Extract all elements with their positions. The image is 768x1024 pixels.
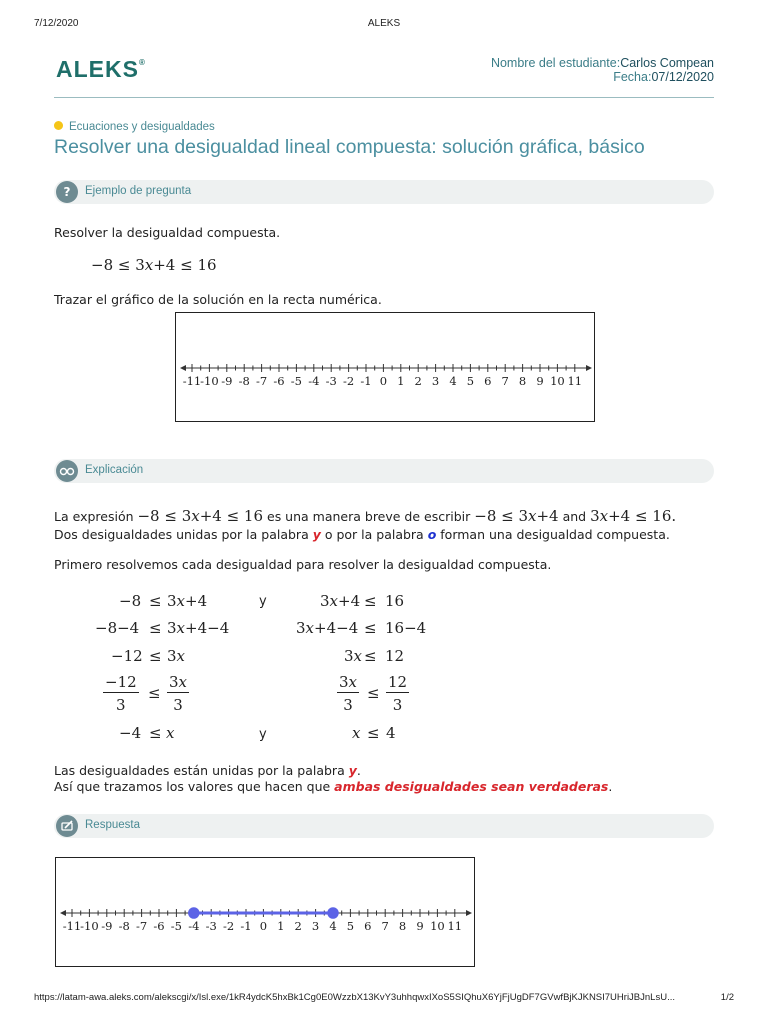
exp2-text-a: Dos desigualdades unidas por la palabra bbox=[54, 527, 313, 542]
exp1-math1v: x bbox=[191, 507, 200, 525]
exp1-math1b: +4 ≤ 16 bbox=[199, 507, 264, 525]
explanation-section-label: Explicación bbox=[85, 464, 144, 476]
question-nl-tick-label: 3 bbox=[431, 374, 440, 388]
question-nl-tick-label: -11 bbox=[182, 374, 202, 388]
exp2-word-o: o bbox=[427, 527, 437, 542]
question-number-line[interactable] bbox=[176, 313, 596, 423]
question-nl-tick-label: 7 bbox=[501, 374, 509, 388]
r4-right-left-fraction: $\frac{3x}{3}$ bbox=[339, 673, 358, 714]
question-number-line-box[interactable] bbox=[175, 312, 595, 422]
r5-right-rhs: 4 bbox=[386, 724, 396, 742]
answer-number-line-box bbox=[55, 857, 475, 967]
r2-right-rel: ≤ bbox=[364, 619, 377, 637]
r1-left-rel: ≤ bbox=[149, 592, 162, 610]
question-nl-tick-label: 9 bbox=[536, 374, 544, 388]
r4-right-rel: ≤ bbox=[367, 684, 380, 702]
answer-nl-tick-label: -11 bbox=[62, 919, 82, 933]
question-nl-right-arrow-icon bbox=[586, 365, 592, 371]
explanation-line-4 bbox=[54, 763, 361, 778]
answer-nl-tick-label: -6 bbox=[153, 919, 165, 933]
header-divider bbox=[54, 97, 714, 98]
ineq-part-b: +4 ≤ 16 bbox=[153, 256, 217, 274]
r1-left-lhs: −8 bbox=[119, 592, 142, 610]
student-date-row bbox=[491, 70, 714, 84]
exp2-word-y: y bbox=[312, 527, 321, 542]
question-nl-tick-label: -2 bbox=[342, 374, 355, 388]
answer-number-line bbox=[56, 858, 476, 968]
question-prompt: Resolver la desigualdad compuesta. bbox=[54, 225, 281, 240]
r4-left-right-fraction: $\frac{3x}{3}$ bbox=[169, 673, 188, 714]
r3-right-lhs: 3x bbox=[344, 647, 363, 665]
question-icon: ? bbox=[56, 181, 78, 203]
exp1-math2v: x bbox=[528, 507, 537, 525]
question-nl-tick-label: 1 bbox=[397, 374, 405, 388]
r4-left-rel: ≤ bbox=[148, 684, 161, 702]
answer-nl-tick-label: 1 bbox=[277, 919, 285, 933]
answer-nl-tick-label: 11 bbox=[447, 919, 463, 933]
r3-right-rel: ≤ bbox=[364, 647, 377, 665]
question-nl-tick-label: 6 bbox=[484, 374, 492, 388]
question-section-label: Ejemplo de pregunta bbox=[85, 185, 192, 197]
r1-left-rhs: 3x+4 bbox=[167, 592, 208, 610]
answer-nl-tick-label: -3 bbox=[205, 919, 217, 933]
r2-right-lhs: 3x+4−4 bbox=[296, 619, 359, 637]
question-inequality bbox=[91, 256, 217, 274]
print-title: ALEKS bbox=[367, 18, 401, 29]
question-nl-tick-label: -7 bbox=[255, 374, 268, 388]
question-nl-tick-label: -8 bbox=[238, 374, 250, 388]
r3-left-lhs: −12 bbox=[111, 647, 143, 665]
exp4-text-b: . bbox=[356, 763, 361, 778]
question-nl-tick-label: 10 bbox=[550, 374, 565, 388]
student-date-label: Fecha: bbox=[613, 70, 652, 84]
question-nl-tick-label: 0 bbox=[379, 374, 388, 388]
answer-nl-tick-label: -7 bbox=[135, 919, 148, 933]
exp5-text-b: . bbox=[608, 779, 613, 794]
answer-nl-tick-label: 3 bbox=[311, 919, 320, 933]
r1-right-rhs: 16 bbox=[385, 592, 405, 610]
answer-nl-tick-label: 6 bbox=[364, 919, 372, 933]
explanation-line-2 bbox=[54, 527, 670, 542]
r5-right-rel: ≤ bbox=[367, 724, 380, 742]
ineq-part-a: −8 ≤ 3 bbox=[91, 256, 145, 274]
question-nl-tick-label: -1 bbox=[360, 374, 372, 388]
exp2-text-b: o por la palabra bbox=[320, 527, 428, 542]
pencil-icon bbox=[56, 815, 78, 837]
print-date: 7/12/2020 bbox=[34, 18, 79, 29]
student-name-label: Nombre del estudiante: bbox=[490, 56, 621, 70]
explanation-line-5 bbox=[54, 779, 612, 794]
answer-nl-tick-label: 2 bbox=[294, 919, 302, 933]
print-header bbox=[34, 18, 734, 32]
footer-url: https://latam-awa.aleks.com/alekscgi/x/Isl.exe/1kR4ydcK5hxBk1Cg0E0WzzbX13KvY3uhhqwxIXoS5SIQhuX6YjFjUgDF7GVwfBjKJKNSI7UHriJBJnLsU... bbox=[34, 992, 675, 1003]
r3-left-rel: ≤ bbox=[149, 647, 162, 665]
question-nl-tick-label: -6 bbox=[273, 374, 285, 388]
exp1-math3a: 3 bbox=[590, 507, 600, 525]
answer-nl-tick-label: -9 bbox=[101, 919, 113, 933]
question-nl-tick-label: 8 bbox=[518, 374, 527, 388]
r4-left-left-fraction: $\frac{-12}{3}$ bbox=[105, 673, 137, 714]
r1-right-rel: ≤ bbox=[364, 592, 377, 610]
topic-label: Ecuaciones y desigualdades bbox=[69, 121, 215, 133]
registered-mark: ® bbox=[138, 58, 146, 67]
answer-nl-left-arrow-icon bbox=[60, 910, 66, 916]
ineq-var: x bbox=[144, 256, 154, 274]
answer-nl-tick-label: -4 bbox=[188, 919, 200, 933]
r5-right-lhs: x bbox=[352, 724, 361, 742]
answer-section-header bbox=[54, 814, 714, 838]
answer-nl-tick-label: -8 bbox=[118, 919, 130, 933]
r4-right-right-fraction: $\frac{12}{3}$ bbox=[388, 673, 408, 714]
student-info bbox=[491, 56, 714, 84]
answer-nl-tick-label: 10 bbox=[430, 919, 445, 933]
answer-nl-start-point bbox=[189, 908, 199, 918]
answer-section-label: Respuesta bbox=[85, 819, 140, 831]
exp1-text-a: La expresión bbox=[54, 509, 138, 524]
exp5-emphasis: ambas desigualdades sean verdaderas bbox=[334, 779, 609, 794]
answer-nl-tick-label: -2 bbox=[222, 919, 235, 933]
question-instruction: Trazar el gráfico de la solución en la recta numérica. bbox=[54, 292, 382, 307]
explanation-section-header bbox=[54, 459, 714, 483]
r1-conjunction: y bbox=[259, 594, 267, 609]
r1-right-lhs: 3x+4 bbox=[320, 592, 361, 610]
question-nl-tick-label: 5 bbox=[466, 374, 475, 388]
question-nl-tick-label: 11 bbox=[567, 374, 583, 388]
exp1-math1a: −8 ≤ 3 bbox=[137, 507, 192, 525]
answer-nl-tick-label: 0 bbox=[259, 919, 268, 933]
explanation-line-3: Primero resolvemos cada desigualdad para resolver la desigualdad compuesta. bbox=[54, 557, 552, 572]
exp4-text-a: Las desigualdades están unidas por la palabra bbox=[54, 763, 349, 778]
question-section-header bbox=[54, 180, 714, 204]
logo-text: ALEKS bbox=[56, 56, 139, 82]
answer-nl-tick-label: -5 bbox=[170, 919, 183, 933]
answer-nl-tick-label: 7 bbox=[381, 919, 389, 933]
answer-nl-tick-label: 5 bbox=[346, 919, 355, 933]
aleks-logo bbox=[56, 56, 146, 83]
r2-left-rhs: 3x+4−4 bbox=[167, 619, 230, 637]
r5-left-rhs: x bbox=[166, 724, 175, 742]
topic-dot-icon bbox=[54, 121, 63, 130]
exp1-text-b: es una manera breve de escribir bbox=[263, 509, 475, 524]
r5-left-lhs: −4 bbox=[119, 724, 142, 742]
student-name: Carlos Compean bbox=[620, 56, 714, 70]
question-nl-tick-label: -9 bbox=[221, 374, 233, 388]
answer-nl-end-point bbox=[328, 908, 338, 918]
question-nl-tick-label: 4 bbox=[449, 374, 457, 388]
print-footer bbox=[34, 992, 734, 1006]
question-nl-tick-label: -4 bbox=[308, 374, 320, 388]
answer-nl-tick-label: 9 bbox=[416, 919, 424, 933]
r5-left-rel: ≤ bbox=[149, 724, 162, 742]
answer-nl-tick-label: 8 bbox=[398, 919, 407, 933]
answer-nl-tick-label: 4 bbox=[329, 919, 337, 933]
question-nl-tick-label: 2 bbox=[414, 374, 422, 388]
exp4-word-y: y bbox=[348, 763, 357, 778]
exp1-math2a: −8 ≤ 3 bbox=[474, 507, 529, 525]
footer-page-number: 1/2 bbox=[720, 992, 734, 1003]
r3-right-rhs: 12 bbox=[385, 647, 405, 665]
page-title: Resolver una desigualdad lineal compuesta: solución gráfica, básico bbox=[54, 136, 645, 158]
glasses-icon bbox=[56, 460, 78, 482]
answer-nl-right-arrow-icon bbox=[466, 910, 472, 916]
exp1-math3b: +4 ≤ 16. bbox=[608, 507, 677, 525]
exp1-math3v: x bbox=[599, 507, 609, 525]
exp5-text-a: Así que trazamos los valores que hacen que bbox=[54, 779, 335, 794]
question-nl-tick-label: -5 bbox=[290, 374, 303, 388]
exp2-text-c: forman una desigualdad compuesta. bbox=[436, 527, 670, 542]
explanation-line-1 bbox=[54, 507, 676, 525]
r3-left-rhs: 3x bbox=[167, 647, 186, 665]
question-nl-tick-label: -3 bbox=[325, 374, 337, 388]
r2-right-rhs: 16−4 bbox=[385, 619, 427, 637]
question-nl-tick-label: -10 bbox=[200, 374, 219, 388]
student-name-row bbox=[491, 56, 714, 70]
answer-nl-tick-label: -10 bbox=[80, 919, 99, 933]
question-nl-left-arrow-icon bbox=[180, 365, 186, 371]
answer-nl-tick-label: -1 bbox=[240, 919, 252, 933]
r5-conjunction: y bbox=[259, 727, 267, 742]
r2-left-lhs: −8−4 bbox=[95, 619, 140, 637]
exp1-math2b: +4 bbox=[536, 507, 559, 525]
exp1-text-c: and bbox=[558, 509, 591, 524]
student-date: 07/12/2020 bbox=[651, 70, 714, 84]
r2-left-rel: ≤ bbox=[149, 619, 162, 637]
topic-breadcrumb bbox=[54, 121, 215, 133]
